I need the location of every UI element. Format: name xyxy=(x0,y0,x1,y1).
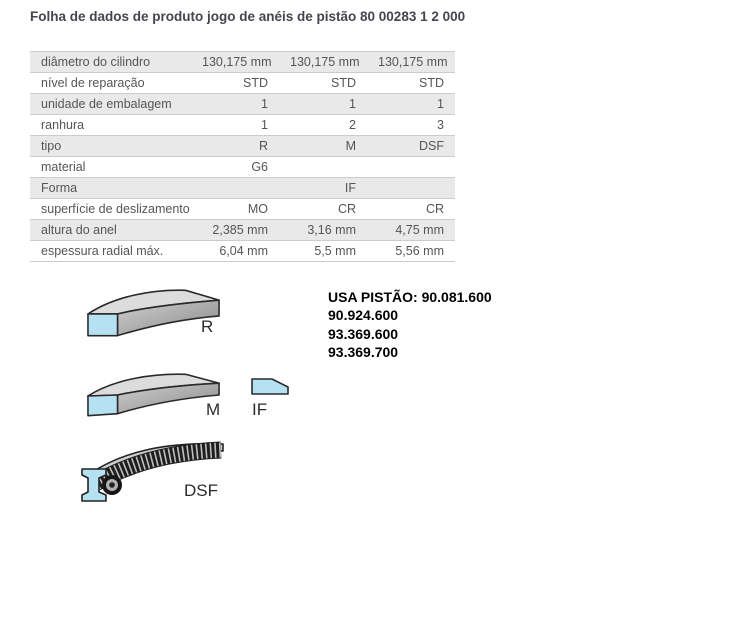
row-value: STD xyxy=(367,73,455,94)
row-label: nível de reparação xyxy=(30,73,191,94)
row-label: material xyxy=(30,157,191,178)
ring-m-illustration xyxy=(85,372,223,417)
row-value: R xyxy=(191,136,279,157)
row-label: tipo xyxy=(30,136,191,157)
row-value: 3 xyxy=(367,115,455,136)
row-value: 1 xyxy=(191,115,279,136)
row-value: CR xyxy=(367,199,455,220)
page-title: Folha de dados de produto jogo de anéis de pistão 80 00283 1 2 000 xyxy=(30,9,466,24)
ring-dsf-label: DSF xyxy=(184,481,218,500)
table-row xyxy=(30,178,455,199)
table-row xyxy=(30,73,455,94)
row-value: 130,175 mm xyxy=(279,52,367,73)
table-row xyxy=(30,241,455,262)
row-value: MO xyxy=(191,199,279,220)
row-label: altura do anel xyxy=(30,220,191,241)
product-data-table-body xyxy=(30,52,455,262)
row-value: STD xyxy=(279,73,367,94)
row-value: 130,175 mm xyxy=(367,52,455,73)
table-row xyxy=(30,136,455,157)
ring-m-label: M xyxy=(206,400,221,419)
row-value: G6 xyxy=(191,157,279,178)
row-value: CR xyxy=(279,199,367,220)
row-value: 1 xyxy=(367,94,455,115)
product-data-table xyxy=(30,51,455,262)
row-label: superfície de deslizamento xyxy=(30,199,191,220)
ring-r-label: R xyxy=(201,317,214,336)
row-value: 2 xyxy=(279,115,367,136)
part-number-line: 93.369.700 xyxy=(328,344,399,361)
if-label: IF xyxy=(252,400,268,419)
row-value: 5,5 mm xyxy=(279,241,367,262)
row-value: 1 xyxy=(191,94,279,115)
row-label: ranhura xyxy=(30,115,191,136)
if-cross-section-illustration xyxy=(251,377,290,396)
row-value: 4,75 mm xyxy=(367,220,455,241)
row-value: DSF xyxy=(367,136,455,157)
row-value: 3,16 mm xyxy=(279,220,367,241)
row-value: STD xyxy=(191,73,279,94)
table-row xyxy=(30,220,455,241)
table-row xyxy=(30,115,455,136)
row-value: 130,175 mm xyxy=(191,52,279,73)
row-label: unidade de embalagem xyxy=(30,94,191,115)
row-label: diâmetro do cilindro xyxy=(30,52,191,73)
table-row xyxy=(30,157,455,178)
row-value xyxy=(279,157,367,178)
table-row xyxy=(30,199,455,220)
row-label: espessura radial máx. xyxy=(30,241,191,262)
part-number-line: 90.924.600 xyxy=(328,307,399,324)
table-row xyxy=(30,52,455,73)
row-value xyxy=(191,178,279,199)
row-value xyxy=(367,157,455,178)
row-value: IF xyxy=(279,178,367,199)
table-row xyxy=(30,94,455,115)
row-label: Forma xyxy=(30,178,191,199)
usa-piston-part-numbers xyxy=(328,288,492,362)
part-number-line: USA PISTÃO: 90.081.600 xyxy=(328,289,492,305)
row-value: M xyxy=(279,136,367,157)
row-value: 5,56 mm xyxy=(367,241,455,262)
row-value: 6,04 mm xyxy=(191,241,279,262)
part-number-line: 93.369.600 xyxy=(328,325,399,342)
row-value xyxy=(367,178,455,199)
row-value: 2,385 mm xyxy=(191,220,279,241)
row-value: 1 xyxy=(279,94,367,115)
